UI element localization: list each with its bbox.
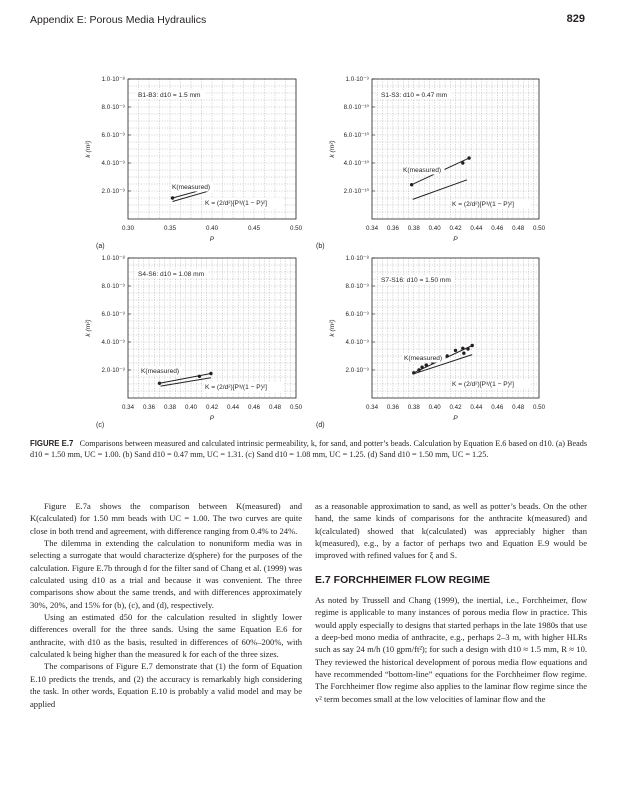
- x-tick-label: 0.38: [163, 404, 177, 411]
- y-tick-label: 1.0·10⁻⁸: [345, 255, 369, 263]
- x-tick-label: 0.46: [247, 404, 261, 411]
- x-tick-label: 0.40: [205, 225, 219, 232]
- x-tick-label: 0.48: [268, 404, 282, 411]
- y-tick-label: 8.0·10⁻⁹: [101, 104, 125, 112]
- y-axis-label: k (m²): [329, 140, 336, 158]
- data-point: [471, 344, 474, 347]
- y-tick-label: 1.0·10⁻⁹: [345, 76, 369, 84]
- chart-panel-d: [316, 255, 546, 429]
- x-tick-label: 0.44: [226, 404, 240, 411]
- x-tick-label: 0.36: [386, 404, 399, 411]
- x-tick-label: 0.36: [142, 404, 156, 411]
- y-tick-label: 8.0·10⁻⁹: [101, 283, 125, 291]
- paragraph: Figure E.7a shows the comparison between K(measured) and K(calculated) for 1.50 mm beads with UC = 1.00. The two curves are quite close in both trend and agreement, with difference ranging from 0.4% to 24%.: [30, 501, 302, 536]
- data-point: [454, 349, 457, 352]
- x-tick-label: 0.50: [289, 404, 303, 411]
- x-tick-label: 0.50: [532, 225, 546, 232]
- x-tick-label: 0.48: [512, 225, 525, 232]
- x-tick-label: 0.42: [205, 404, 219, 411]
- x-axis-label: P: [453, 236, 458, 243]
- y-tick-label: 6.0·10⁻¹⁰: [343, 132, 369, 140]
- caption-label: FIGURE E.7: [30, 439, 74, 448]
- data-point: [198, 375, 201, 378]
- y-tick-label: 8.0·10⁻¹⁰: [343, 104, 369, 112]
- data-point: [417, 368, 420, 371]
- paragraph: The dilemma in extending the calculation to nonuniform media was in selecting a surrogate that would characterize d(sphere) for the purposes of the calculation. Figure E.7b through d for the filter sand of Chang et al. (1999) was calculated using d10 as a trial and because it was convenient. The three comparisons show about the same trends, and with differences approximately 30%, 20%, and 15% for (b), (c), and (d), respectively.: [30, 538, 302, 610]
- x-tick-label: 0.50: [289, 225, 303, 232]
- y-tick-label: 6.0·10⁻⁹: [345, 311, 369, 319]
- data-point: [467, 156, 470, 159]
- paragraph: The comparisons of Figure E.7 demonstrate that (1) the form of Equation E.10 predicts the trends, and (2) the accuracy is remarkably high considering the task. In other words, Equation E.10 is probably a valid model and may be applied: [30, 661, 302, 709]
- y-tick-label: 6.0·10⁻⁹: [101, 132, 125, 140]
- data-point: [420, 366, 423, 369]
- x-tick-label: 0.36: [386, 225, 399, 232]
- x-tick-label: 0.30: [121, 225, 135, 232]
- panel-label: (b): [316, 243, 325, 250]
- data-point: [171, 196, 174, 199]
- data-point: [158, 382, 161, 385]
- x-tick-label: 0.40: [428, 225, 441, 232]
- x-axis-label: P: [209, 236, 215, 243]
- data-point: [209, 372, 212, 375]
- y-axis-label: k (m²): [85, 319, 92, 337]
- y-tick-label: 8.0·10⁻⁹: [345, 283, 369, 291]
- chart-panel-c: [85, 255, 303, 429]
- x-tick-label: 0.44: [470, 404, 483, 411]
- figure-caption: [30, 438, 587, 460]
- chart-title: S4-S6: d10 = 1.08 mm: [138, 271, 205, 278]
- paragraph: Using an estimated d50 for the calculation resulted in slightly lower differences overall for the three sands. Using the same Equation E.6 for anthracite, with d10 as the basis, resulted in differences of 60%–200%, with calculated k being higher than the measured k for each of the three sizes.: [30, 612, 302, 660]
- chart-title: S1-S3: d10 = 0.47 mm: [381, 92, 448, 99]
- calculated-label: K = (2/d²)[P³/(1 − P)²]: [452, 381, 514, 388]
- x-tick-label: 0.42: [449, 225, 462, 232]
- y-axis-label: k (m²): [329, 319, 336, 337]
- y-tick-label: 2.0·10⁻⁹: [101, 367, 125, 375]
- data-point: [425, 363, 428, 366]
- data-point: [462, 352, 465, 355]
- x-axis-label: P: [453, 415, 458, 422]
- page-number: 829: [566, 13, 585, 25]
- x-tick-label: 0.45: [247, 225, 261, 232]
- x-tick-label: 0.38: [407, 404, 420, 411]
- x-tick-label: 0.42: [449, 404, 462, 411]
- y-tick-label: 2.0·10⁻¹⁰: [343, 188, 369, 196]
- chart-title: B1-B3: d10 = 1.5 mm: [138, 92, 201, 99]
- paragraph: as a reasonable approximation to sand, as well as potter’s beads. On the other hand, the same kinds of comparisons for the anthracite k(measured) and k(calculated) showed that k(calculated) was appreciably higher than k(measured), e.g., by a factor of perhaps two and Equation E.9 would be improved with refined values for ξ and S.: [315, 501, 587, 561]
- left-column: [30, 500, 302, 710]
- y-tick-label: 4.0·10⁻⁹: [345, 339, 369, 347]
- caption-text: Comparisons between measured and calculated intrinsic permeability, k, for sand, and potter’s beads. Calculation by Equation E.6 based on d10. (a) Beads d10 = 1.50 mm, UC = 1.00. (b) Sand d10 = 0.47 mm, UC = 1.31. (c) Sand d10 = 1.08 mm, UC = 1.25. (d) Sand d10 = 1.50 mm, UC = 1.25.: [30, 439, 588, 460]
- x-tick-label: 0.38: [407, 225, 420, 232]
- x-tick-label: 0.46: [491, 404, 504, 411]
- measured-label: K(measured): [172, 184, 211, 191]
- x-tick-label: 0.50: [532, 404, 546, 411]
- data-point: [461, 347, 464, 350]
- x-tick-label: 0.44: [470, 225, 483, 232]
- measured-label: K(measured): [403, 167, 442, 174]
- x-axis-label: P: [209, 415, 215, 422]
- y-tick-label: 4.0·10⁻⁹: [101, 160, 125, 168]
- y-tick-label: 6.0·10⁻⁹: [101, 311, 125, 319]
- x-tick-label: 0.34: [365, 404, 379, 411]
- panel-label: (a): [96, 243, 105, 250]
- y-axis-label: k (m²): [85, 140, 92, 158]
- paragraph: As noted by Trussell and Chang (1999), the inertial, i.e., Forchheimer, flow regime is applicable to many instances of porous media flow in practice. This would apply especially to designs that started perhaps in the late 1980s that use a deep-bed mono media of anthracite, e.g., perhaps 2–3 m, with higher HLRs such as say 24 m/h (10 gpm/ft²); for such a design with d10 ≈ 1.5 mm, R ≈ 10. They reviewed the historical development of porous media flow equations and have recommended “bottom-line” equations for the Forchheimer flow regime. The Forchheimer flow regime also applies to the laminar flow regime since the v² term becomes small at the low velocities of laminar flow and the: [315, 595, 587, 704]
- x-tick-label: 0.34: [121, 404, 135, 411]
- chart-panel-a: [85, 76, 303, 250]
- chart-panel-b: [316, 76, 546, 250]
- calculated-label: K = (2/d²)[P³/(1 − P)²]: [205, 200, 267, 207]
- y-tick-label: 1.0·10⁻⁸: [101, 76, 125, 84]
- panel-label: (c): [96, 422, 105, 429]
- panel-label: (d): [316, 422, 325, 429]
- y-tick-label: 2.0·10⁻⁹: [101, 188, 125, 196]
- right-column: [315, 500, 587, 705]
- running-title: Appendix E: Porous Media Hydraulics: [30, 14, 207, 26]
- x-tick-label: 0.34: [365, 225, 379, 232]
- x-tick-label: 0.40: [184, 404, 198, 411]
- calculated-label: K = (2/d²)[P³/(1 − P)²]: [452, 201, 514, 208]
- measured-label: K(measured): [141, 368, 180, 375]
- data-point: [461, 161, 464, 164]
- data-point: [466, 347, 469, 350]
- x-tick-label: 0.40: [428, 404, 441, 411]
- x-tick-label: 0.46: [491, 225, 504, 232]
- x-tick-label: 0.48: [512, 404, 525, 411]
- section-heading: E.7 FORCHHEIMER FLOW REGIME: [315, 573, 491, 586]
- chart-title: S7-S16: d10 = 1.50 mm: [381, 277, 451, 284]
- data-point: [410, 183, 413, 186]
- y-tick-label: 1.0·10⁻⁸: [101, 255, 125, 263]
- y-tick-label: 2.0·10⁻⁹: [345, 367, 369, 375]
- calculated-label: K = (2/d²)[P³/(1 − P)²]: [205, 384, 267, 391]
- y-tick-label: 4.0·10⁻⁹: [101, 339, 125, 347]
- x-tick-label: 0.35: [163, 225, 177, 232]
- data-point: [445, 354, 448, 357]
- measured-label: K(measured): [404, 355, 443, 362]
- y-tick-label: 4.0·10⁻¹⁰: [343, 160, 369, 168]
